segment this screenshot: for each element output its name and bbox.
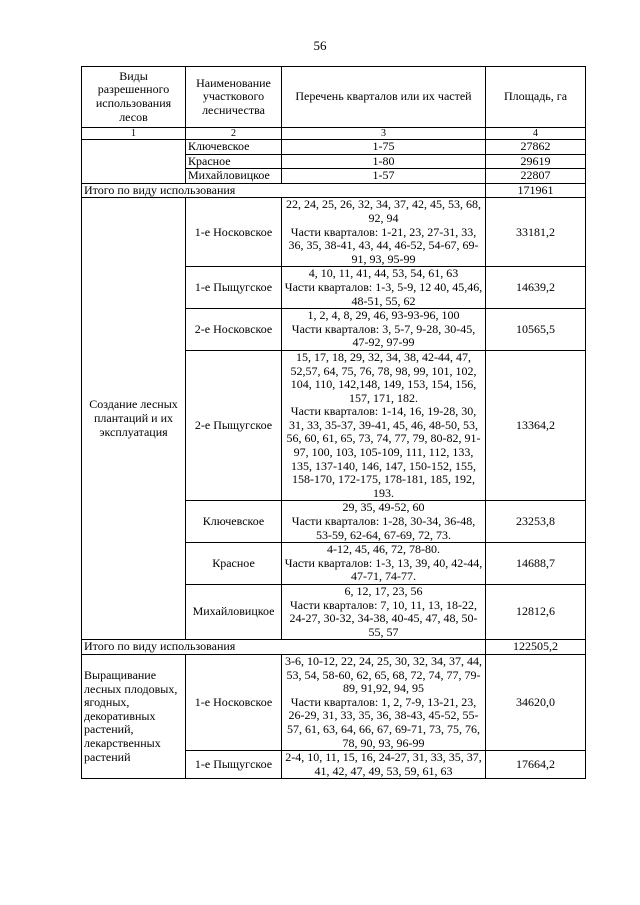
area-cell: 14639,2 <box>486 267 586 309</box>
quarters-parts: Части кварталов: 1-21, 23, 27-31, 33, 36, 35, 38-41, 43, 44, 46-52, 54-67, 69-91, 93, 95-99 <box>288 224 479 266</box>
quarters-cell <box>282 309 486 351</box>
quarters-cell <box>282 501 486 543</box>
quarters-full: 22, 24, 25, 26, 32, 34, 37, 42, 45, 53, 68, 92, 94 <box>286 197 481 225</box>
quarters-cell: 1-75 <box>282 140 486 155</box>
use-type-cell-empty <box>82 140 186 184</box>
page-number: 56 <box>313 38 327 53</box>
area-cell: 22807 <box>486 169 586 184</box>
total-area: 171961 <box>486 183 586 198</box>
total-row <box>82 640 586 655</box>
forestry-cell: 2-е Пыщугское <box>186 350 282 501</box>
table-row <box>82 198 586 267</box>
forestry-cell: Красное <box>186 543 282 585</box>
header-area: Площадь, га <box>486 67 586 128</box>
area-cell: 14688,7 <box>486 543 586 585</box>
forestry-cell: 2-е Носковское <box>186 309 282 351</box>
quarters-parts: Части кварталов: 1-28, 30-34, 36-48, 53-59, 62-64, 67-69, 72, 73. <box>291 514 476 542</box>
use-type-cell: Выращивание лесных плодовых, ягодных, декоративных растений, лекарственных растений <box>82 654 186 778</box>
quarters-full: 4-12, 45, 46, 72, 78-80. <box>327 542 440 557</box>
forestry-cell: Михайловицкое <box>186 585 282 640</box>
forestry-cell: Михайловицкое <box>186 169 282 184</box>
table-header-row <box>82 67 586 128</box>
quarters-table <box>81 66 586 779</box>
quarters-parts: Части кварталов: 7, 10, 11, 13, 18-22, 24-27, 30-32, 34-38, 40-45, 47, 48, 50-55, 57 <box>289 597 478 639</box>
quarters-cell <box>282 654 486 750</box>
total-row <box>82 183 586 198</box>
quarters-cell: 1-80 <box>282 154 486 169</box>
quarters-parts: Части кварталов: 1, 2, 7-9, 13-21, 23, 26-29, 31, 33, 35, 36, 38-43, 45-52, 55-57, 61, 63, 64, 66, 67, 69-71, 73, 75, 76, 78, 90, 93, 96-99 <box>287 694 480 750</box>
total-label: Итого по виду использования <box>82 640 486 655</box>
area-cell: 29619 <box>486 154 586 169</box>
quarters-cell <box>282 585 486 640</box>
forestry-cell: 1-е Носковское <box>186 654 282 750</box>
use-type-cell: Создание лесных плантаций и их эксплуатация <box>82 198 186 640</box>
column-index: 1 <box>82 128 186 140</box>
quarters-cell: 1-57 <box>282 169 486 184</box>
quarters-full: 6, 12, 17, 23, 56 <box>344 584 423 598</box>
quarters-parts: Части кварталов: 1-3, 13, 39, 40, 42-44, 47-71, 74-77. <box>284 555 483 584</box>
quarters-cell <box>282 543 486 585</box>
quarters-full: 29, 35, 49-52, 60 <box>342 500 425 515</box>
quarters-full: 1, 2, 4, 8, 29, 46, 93-93-96, 100 <box>307 308 460 323</box>
header-use-type: Виды разрешенного использования лесов <box>82 67 186 128</box>
forestry-cell: 1-е Пыщугское <box>186 267 282 309</box>
area-cell: 13364,2 <box>486 350 586 501</box>
area-cell: 17664,2 <box>486 751 586 779</box>
quarters-full: 3-6, 10-12, 22, 24, 25, 30, 32, 34, 37, 44, 53, 54, 58-60, 62, 65, 68, 72, 74, 77, 79-89, 91,92, 94, 95 <box>285 653 482 696</box>
total-area: 122505,2 <box>486 640 586 655</box>
forestry-cell: Ключевское <box>186 501 282 543</box>
quarters-cell <box>282 267 486 309</box>
quarters-full: 15, 17, 18, 29, 32, 34, 38, 42-44, 47, 52,57, 64, 75, 76, 78, 98, 99, 101, 102, 104, 110, 142,148, 149, 153, 154, 156, 157, 171, 182. <box>290 349 477 405</box>
total-label: Итого по виду использования <box>82 183 486 198</box>
header-quarters: Перечень кварталов или их частей <box>282 67 486 128</box>
quarters-full: 2-4, 10, 11, 15, 16, 24-27, 31, 33, 35, 37, 41, 42, 47, 49, 53, 59, 61, 63 <box>285 750 482 778</box>
column-index: 4 <box>486 128 586 140</box>
column-index: 3 <box>282 128 486 140</box>
area-cell: 34620,0 <box>486 654 586 750</box>
header-forestry: Наименование участкового лесничества <box>186 67 282 128</box>
area-cell: 12812,6 <box>486 585 586 640</box>
forestry-cell: Красное <box>186 154 282 169</box>
quarters-parts: Части кварталов: 3, 5-7, 9-28, 30-45, 47-92, 97-99 <box>291 321 476 350</box>
area-cell: 33181,2 <box>486 198 586 267</box>
quarters-cell <box>282 751 486 779</box>
forestry-cell: 1-е Пыщугское <box>186 751 282 779</box>
quarters-parts: Части кварталов: 1-3, 5-9, 12 40, 45,46, 48-51, 55, 62 <box>284 279 483 308</box>
table-row <box>82 654 586 750</box>
quarters-full: 4, 10, 11, 41, 44, 53, 54, 61, 63 <box>308 266 459 281</box>
area-cell: 23253,8 <box>486 501 586 543</box>
quarters-cell <box>282 198 486 267</box>
area-cell: 27862 <box>486 140 586 155</box>
forestry-cell: Ключевское <box>186 140 282 155</box>
quarters-parts: Части кварталов: 1-14, 16, 19-28, 30, 31, 33, 35-37, 39-41, 45, 46, 48-50, 53, 56, 60, 61, 65, 73, 74, 77, 79, 80-82, 91-97, 100, 103, 105-109, 111, 112, 133, 135, 137-140, 146, 147, 150-152, 155, 158-170, 172-175, 178-181, 185, 192, 193. <box>286 404 481 500</box>
table-row <box>82 140 586 155</box>
area-cell: 10565,5 <box>486 309 586 351</box>
quarters-cell <box>282 350 486 501</box>
column-index: 2 <box>186 128 282 140</box>
forestry-cell: 1-е Носковское <box>186 198 282 267</box>
column-index-row <box>82 128 586 140</box>
